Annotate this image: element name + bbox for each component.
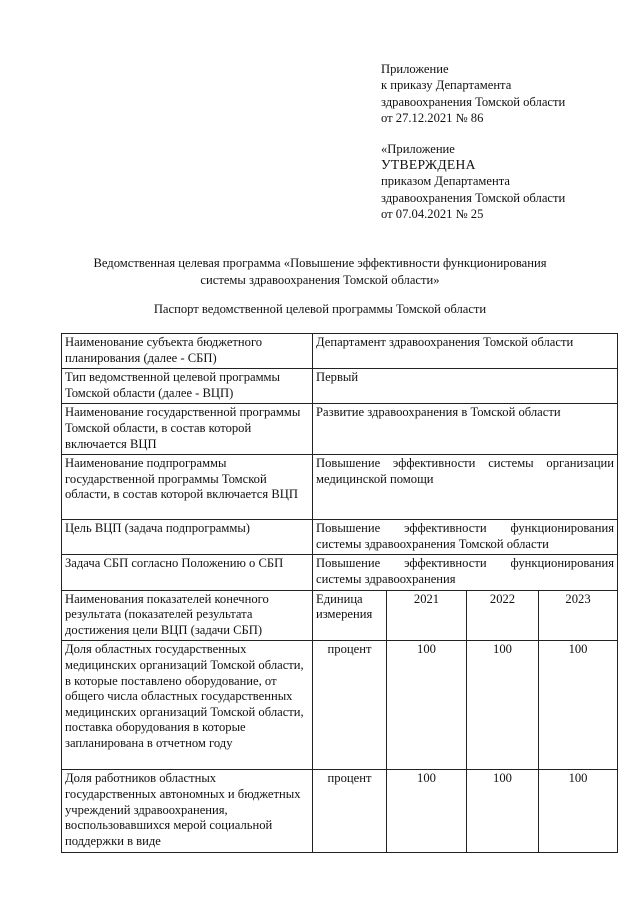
approval-line: от 07.04.2021 № 25 [381,207,484,222]
approval-line: приказом Департамента [381,174,510,189]
row-value: Повышение эффективности функционирования системы здравоохранения Томской области [313,520,618,555]
year-header: 2022 [467,590,539,641]
indicators-header-row [62,590,618,641]
table-row [62,455,618,520]
row-value: Первый [313,369,618,404]
indicator-row [62,770,618,853]
passport-table [61,333,618,853]
approval-block [381,61,621,223]
indicator-value: 100 [539,770,618,853]
indicator-unit: процент [313,770,387,853]
indicator-unit: процент [313,641,387,770]
approval-line: Приложение [381,62,449,76]
approval-line: «Приложение [381,141,455,156]
row-label: Наименование подпрограммы государственной программы Томской области, в состав которой включается ВЦП [62,455,313,520]
row-label: Наименование субъекта бюджетного планирования (далее - СБП) [62,334,313,369]
row-label: Задача СБП согласно Положению о СБП [62,555,313,590]
indicators-header-label: Наименования показателей конечного результата (показателей результата достижения цели ВЦП (задачи СБП) [62,590,313,641]
row-label: Наименование государственной программы Томской области, в состав которой включается ВЦП [62,404,313,455]
indicator-value: 100 [467,641,539,770]
row-value: Развитие здравоохранения в Томской области [313,404,618,455]
indicator-name: Доля областных государственных медицинских организаций Томской области, в которые поставлено оборудование, от общего числа областных государственных медицинских организаций Томской области, поставка оборудования в которые запланирована в отчетном году [62,641,313,770]
year-header: 2023 [539,590,618,641]
row-label: Цель ВЦП (задача подпрограммы) [62,520,313,555]
indicator-value: 100 [387,770,467,853]
table-row [62,369,618,404]
table-row [62,334,618,369]
indicator-value: 100 [539,641,618,770]
approval-stamp-word: УТВЕРЖДЕНА [381,157,476,173]
indicator-value: 100 [467,770,539,853]
program-title-line: системы здравоохранения Томской области» [200,272,440,287]
year-header: 2021 [387,590,467,641]
table-row [62,404,618,455]
approval-line: от 27.12.2021 № 86 [381,111,484,126]
program-title-line: Ведомственная целевая программа «Повышение эффективности функционирования [93,256,547,270]
approval-line: к приказу Департамента [381,78,512,93]
row-value: Повышение эффективности системы организации медицинской помощи [313,455,618,520]
indicator-row [62,641,618,770]
row-label: Тип ведомственной целевой программы Томской области (далее - ВЦП) [62,369,313,404]
unit-header: Единица измерения [313,590,387,641]
approval-line: здравоохранения Томской области [381,190,566,205]
table-row [62,555,618,590]
approval-line: здравоохранения Томской области [381,94,566,109]
approval-gap [381,127,621,141]
program-title [40,255,600,288]
row-value: Повышение эффективности функционирования системы здравоохранения [313,555,618,590]
table-row [62,520,618,555]
indicator-name: Доля работников областных государственных автономных и бюджетных учреждений здравоохранения, воспользовавшихся мерой социальной поддержки в виде [62,770,313,853]
indicator-value: 100 [387,641,467,770]
passport-heading: Паспорт ведомственной целевой программы Томской области [153,302,487,316]
row-value: Департамент здравоохранения Томской области [313,334,618,369]
